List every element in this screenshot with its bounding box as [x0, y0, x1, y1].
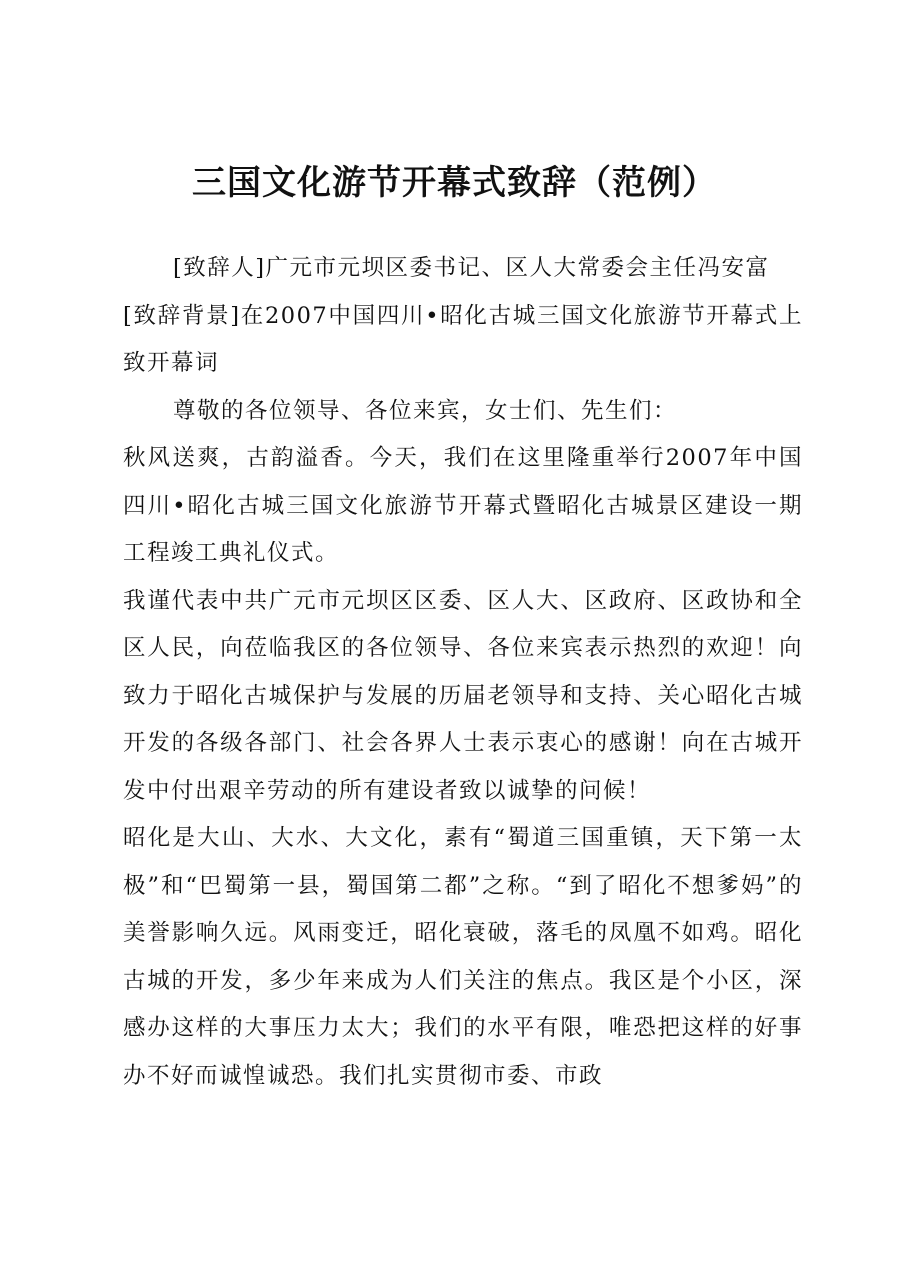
paragraph-speaker: [致辞人]广元市元坝区委书记、区人大常委会主任冯安富 — [173, 255, 770, 281]
document-body — [123, 245, 803, 1100]
paragraph-opening: 秋风送爽，古韵溢香。今天，我们在这里隆重举行2007年中国四川•昭化古城三国文化旅游节开幕式暨昭化古城景区建设一期工程竣工典礼仪式。 — [123, 445, 803, 566]
paragraph-salutation: 尊敬的各位领导、各位来宾，女士们、先生们： — [173, 397, 678, 424]
paragraph-background: [致辞背景]在2007中国四川•昭化古城三国文化旅游节开幕式上致开幕词 — [123, 302, 803, 376]
paragraph-history: 昭化是大山、大水、大文化，素有“蜀道三国重镇，天下第一太极”和“巴蜀第一县，蜀国第二都”之称。“到了昭化不想爹妈”的美誉影响久远。风雨变迁，昭化衰破，落毛的凤凰不如鸡。昭化古城的开发，多少年来成为人们关注的焦点。我区是个小区，深感办这样的大事压力太大；我们的水平有限，唯恐把这样的好事办不好而诚惶诚恐。我们扎实贯彻市委、市政 — [123, 825, 803, 1089]
document-title: 三国文化游节开幕式致辞（范例） — [192, 163, 717, 203]
paragraph-welcome: 我谨代表中共广元市元坝区区委、区人大、区政府、区政协和全区人民，向莅临我区的各位领导、各位来宾表示热烈的欢迎！向致力于昭化古城保护与发展的历届老领导和支持、关心昭化古城开发的各级各部门、社会各界人士表示衷心的感谢！向在古城开发中付出艰辛劳动的所有建设者致以诚挚的问候！ — [123, 587, 803, 804]
